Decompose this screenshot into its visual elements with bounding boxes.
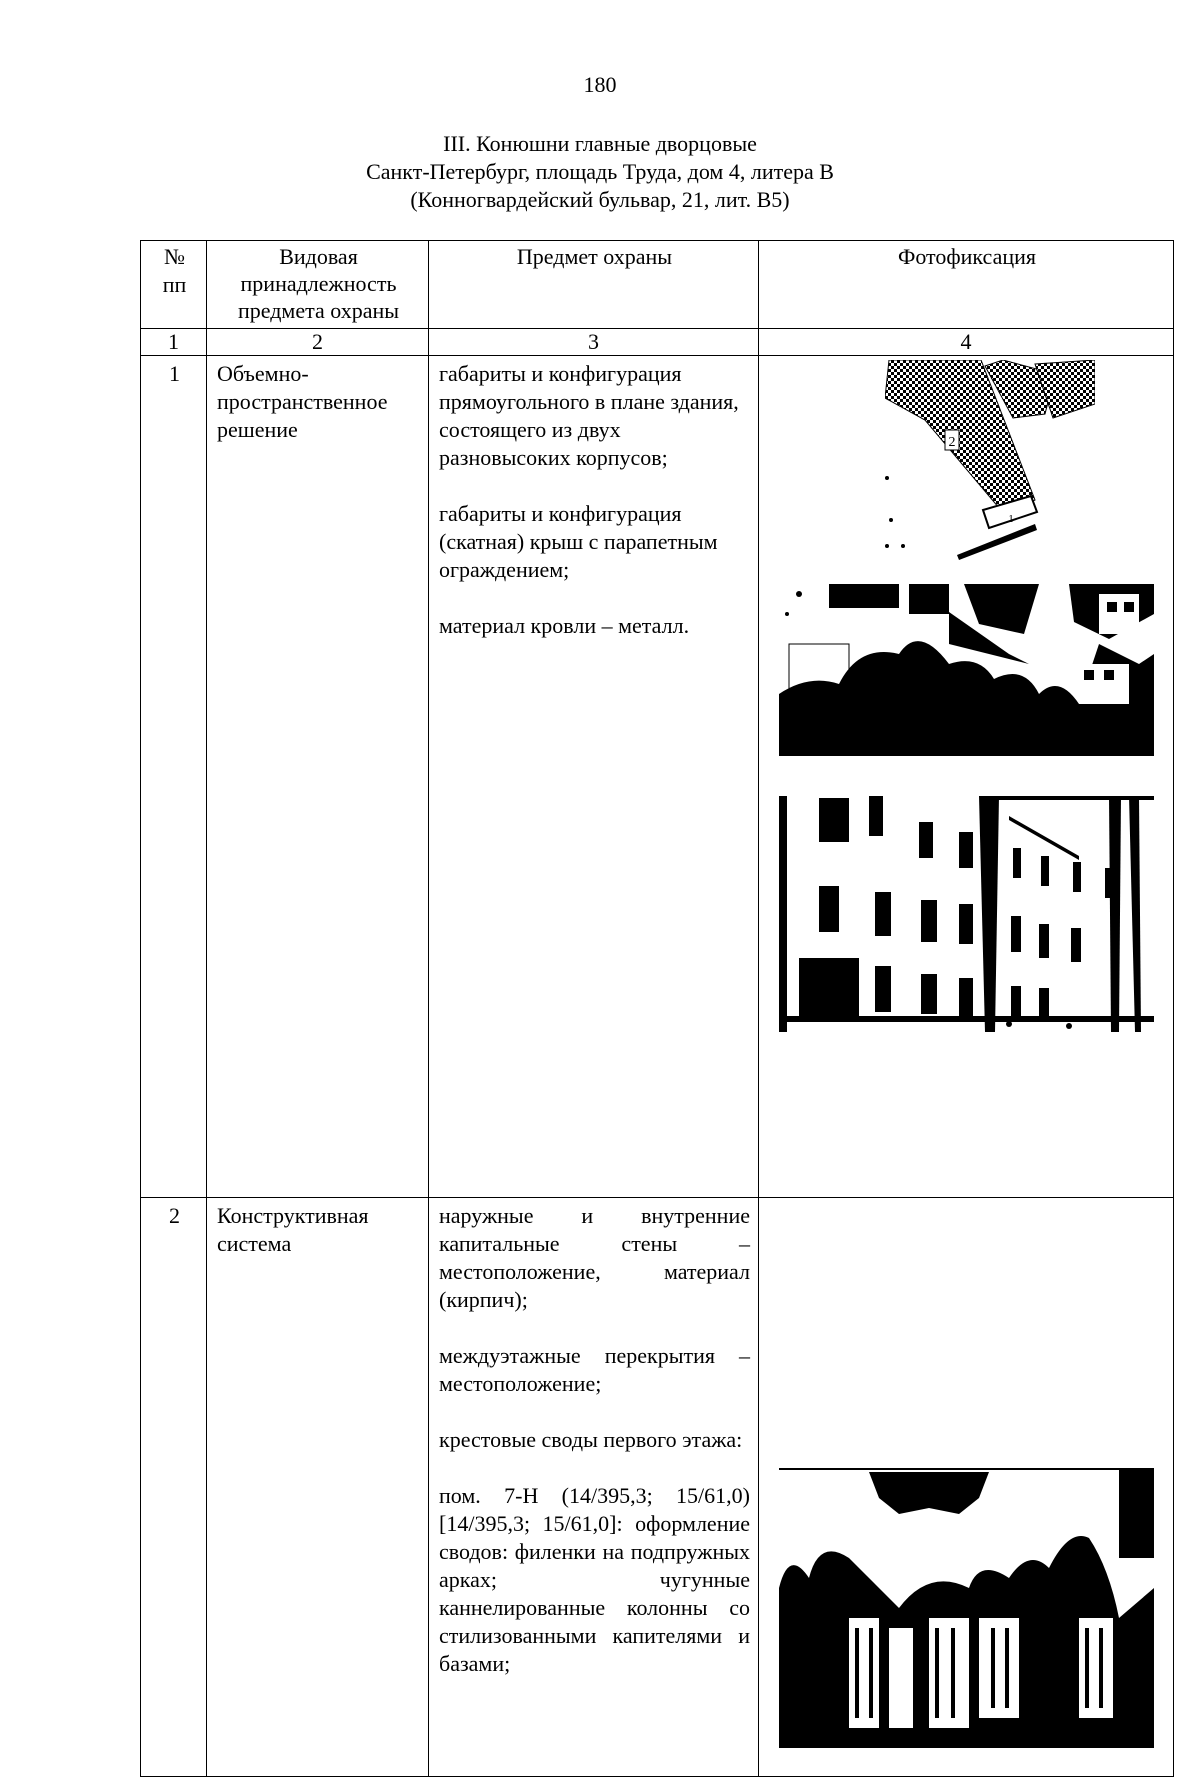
protection-table: [140, 240, 1174, 1777]
table-header-row: [141, 241, 1174, 329]
subject-item: крестовые своды первого этажа:: [439, 1427, 743, 1452]
row-type-line: пространственное: [217, 389, 388, 414]
aerial-photo-image: [779, 584, 1154, 756]
column-number: 3: [429, 329, 759, 356]
interior-vault-photo-image: [779, 1468, 1154, 1748]
row-type-line: система: [217, 1231, 292, 1256]
row-type-line: Объемно-: [217, 361, 309, 386]
document-header: [0, 130, 1200, 214]
row-subject: [429, 356, 759, 1198]
header-cell-photo: Фотофиксация: [759, 241, 1174, 329]
row-photos: [759, 1198, 1174, 1777]
header-type-line-3: предмета охраны: [237, 298, 400, 323]
column-number: 4: [759, 329, 1174, 356]
subject-item: наружные и внутренние капитальные стены – местоположение, материал (кирпич);: [439, 1203, 750, 1312]
page-number: 180: [583, 72, 617, 97]
table-row: [141, 1198, 1174, 1777]
subject-item: пом. 7-Н (14/395,3; 15/61,0) [14/395,3; 15/61,0]: оформление сводов: филенки на подпружных арках; чугунные каннелированные колонны со стилизованными капителями и базами;: [439, 1483, 750, 1676]
row-subject: [429, 1198, 759, 1777]
row-number: 2: [141, 1198, 207, 1777]
subject-item: междуэтажные перекрытия – местоположение;: [439, 1343, 750, 1396]
column-number-row: [141, 329, 1174, 356]
header-cell-number: [141, 241, 207, 329]
column-number: 1: [141, 329, 207, 356]
header-number-sign: №: [164, 244, 185, 269]
plan-label: 1: [1008, 513, 1014, 525]
row-type: [207, 356, 429, 1198]
row-type-line: решение: [217, 417, 298, 442]
row-photos: [759, 356, 1174, 1198]
header-cell-subject: Предмет охраны: [429, 241, 759, 329]
header-number-pp: пп: [162, 272, 187, 297]
site-plan-image: [885, 360, 1095, 560]
row-number: 1: [141, 356, 207, 1198]
row-type: [207, 1198, 429, 1777]
header-line-2: Санкт-Петербург, площадь Труда, дом 4, литера В: [366, 159, 834, 184]
header-line-3: (Конногвардейский бульвар, 21, лит. В5): [410, 187, 790, 212]
header-line-1: III. Конюшни главные дворцовые: [443, 131, 757, 156]
header-type-line-1: Видовая: [279, 244, 358, 269]
column-number: 2: [207, 329, 429, 356]
row-type-line: Конструктивная: [217, 1203, 369, 1228]
subject-item: материал кровли – металл.: [439, 613, 690, 638]
facade-photo-image: [779, 796, 1154, 1032]
header-type-line-2: принадлежность: [240, 271, 397, 296]
header-cell-type: [207, 241, 429, 329]
subject-item: габариты и конфигурация прямоугольного в плане здания, состоящего из двух разновысоких корпусов;: [439, 361, 739, 470]
plan-label: 2: [948, 435, 956, 450]
table-row: [141, 356, 1174, 1198]
subject-item: габариты и конфигурация (скатная) крыш с парапетным ограждением;: [439, 501, 718, 582]
